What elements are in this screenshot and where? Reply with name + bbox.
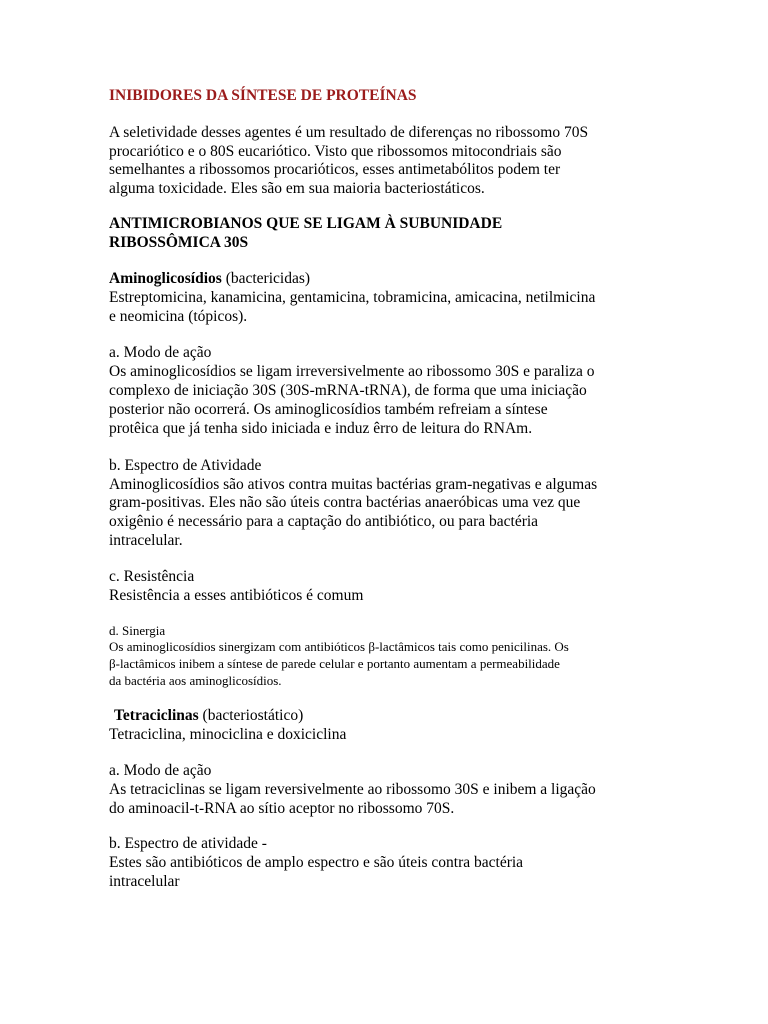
- aminoglicosidios-heading: [109, 270, 310, 289]
- aminoglicosidios-espectro-line-4: intracelular.: [109, 532, 183, 549]
- aminoglicosidios-resistencia-heading: c. Resistência: [109, 568, 195, 585]
- aminoglicosidios-sinergia-line-2: β-lactâmicos inibem a síntese de parede celular e portanto aumentam a permeabilidade: [109, 656, 560, 671]
- tetraciclinas-type: (bacteriostático): [198, 707, 304, 724]
- tetraciclinas-modo-line-2: do aminoacil-t-RNA ao sítio aceptor no ribossomo 70S.: [109, 800, 455, 817]
- tetraciclinas-drugs: Tetraciclina, minociclina e doxiciclina: [109, 726, 347, 743]
- aminoglicosidios-sinergia-line-1: Os aminoglicosídios sinergizam com antibióticos β-lactâmicos tais como penicilinas. Os: [109, 639, 569, 654]
- intro-line-4: alguma toxicidade. Eles são em sua maioria bacteriostáticos.: [109, 180, 485, 197]
- tetraciclinas-espectro-line-1: Estes são antibióticos de amplo espectro e são úteis contra bactéria: [109, 854, 524, 871]
- aminoglicosidios-sinergia-line-3: da bactéria aos aminoglicosídios.: [109, 673, 282, 688]
- aminoglicosidios-modo-line-3: posterior não ocorrerá. Os aminoglicosídios também refreiam a síntese: [109, 401, 548, 418]
- aminoglicosidios-sinergia-heading: d. Sinergia: [109, 623, 166, 638]
- section-heading-line-1: ANTIMICROBIANOS QUE SE LIGAM À SUBUNIDADE: [109, 215, 503, 232]
- aminoglicosidios-modo-line-4: protêica que já tenha sido iniciada e induz êrro de leitura do RNAm.: [109, 420, 533, 437]
- aminoglicosidios-espectro-heading: b. Espectro de Atividade: [109, 457, 262, 474]
- tetraciclinas-heading: [114, 707, 303, 726]
- intro-line-1: A seletividade desses agentes é um resultado de diferenças no ribossomo 70S: [109, 124, 589, 141]
- intro-line-3: semelhantes a ribossomos procarióticos, esses antimetabólitos podem ter: [109, 161, 561, 178]
- tetraciclinas-modo-heading: a. Modo de ação: [109, 762, 212, 779]
- aminoglicosidios-modo-heading: a. Modo de ação: [109, 344, 212, 361]
- aminoglicosidios-resistencia-text: Resistência a esses antibióticos é comum: [109, 587, 364, 604]
- aminoglicosidios-drugs-line-1: Estreptomicina, kanamicina, gentamicina, tobramicina, amicacina, netilmicina: [109, 289, 596, 306]
- intro-line-2: procariótico e o 80S eucariótico. Visto que ribossomos mitocondriais são: [109, 143, 562, 160]
- aminoglicosidios-modo-line-2: complexo de iniciação 30S (30S-mRNA-tRNA), de forma que uma iniciação: [109, 382, 587, 399]
- aminoglicosidios-espectro-line-1: Aminoglicosídios são ativos contra muitas bactérias gram-negativas e algumas: [109, 476, 598, 493]
- aminoglicosidios-name: Aminoglicosídios: [109, 270, 222, 287]
- aminoglicosidios-espectro-line-3: oxigênio é necessário para a captação do antibiótico, ou para bactéria: [109, 513, 539, 530]
- aminoglicosidios-drugs-line-2: e neomicina (tópicos).: [109, 308, 248, 325]
- aminoglicosidios-modo-line-1: Os aminoglicosídios se ligam irreversivelmente ao ribossomo 30S e paraliza o: [109, 363, 595, 380]
- tetraciclinas-modo-line-1: As tetraciclinas se ligam reversivelmente ao ribossomo 30S e inibem a ligação: [109, 781, 596, 798]
- tetraciclinas-name: Tetraciclinas: [114, 707, 199, 724]
- tetraciclinas-espectro-line-2: intracelular: [109, 873, 180, 890]
- aminoglicosidios-type: (bactericidas): [221, 270, 311, 287]
- page-title: INIBIDORES DA SÍNTESE DE PROTEÍNAS: [109, 87, 417, 104]
- section-heading-line-2: RIBOSSÔMICA 30S: [109, 234, 249, 251]
- tetraciclinas-espectro-heading: b. Espectro de atividade -: [109, 835, 267, 852]
- aminoglicosidios-espectro-line-2: gram-positivas. Eles não são úteis contra bactérias anaeróbicas uma vez que: [109, 494, 581, 511]
